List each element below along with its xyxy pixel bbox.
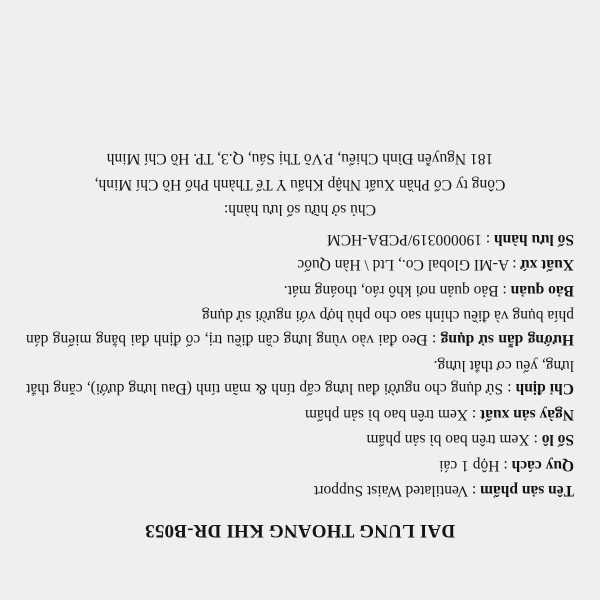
field-value: Ventilated Waist Support <box>313 482 469 500</box>
spacer <box>26 221 574 225</box>
field-label: Bảo quản <box>510 281 574 299</box>
field-row-product-name <box>26 479 574 503</box>
field-label: Ngày sản xuất <box>480 405 574 423</box>
field-row-instructions <box>26 304 574 351</box>
field-separator: : <box>512 256 517 274</box>
page-title: DAI LUNG THOANG KHI DR-B053 <box>144 520 456 541</box>
field-label: Số lô <box>541 431 574 449</box>
owner-line: Công ty Cổ Phần Xuất Nhập Khẩu Y Tế Thành Phố Hồ Chí Minh, <box>94 175 506 193</box>
field-separator: : <box>507 380 512 398</box>
field-value: Xem trên bao bì sản phẩm <box>304 405 469 423</box>
owner-line: 181 Nguyễn Đình Chiểu, P.Võ Thị Sáu, Q.3, TP. Hồ Chí Minh <box>106 150 494 168</box>
field-value: A-MI Global Co., Ltd \ Hàn Quốc <box>297 256 510 274</box>
field-value: Đeo đai vào vùng lưng cần điều trị, cố định đai bằng miếng dán phía bụng và điều chỉnh sao cho phù hợp với người sử dụng <box>25 307 574 348</box>
field-row-registration-number <box>26 227 574 251</box>
field-value: Bảo quản nơi khô ráo, thoáng mát. <box>283 281 499 299</box>
field-separator: : <box>471 405 477 423</box>
owner-heading: Chủ sở hữu số lưu hành: <box>223 201 377 219</box>
field-label: Xuất xứ <box>520 256 574 274</box>
field-separator: : <box>431 330 437 348</box>
field-row-indications <box>26 353 574 400</box>
field-row-origin <box>26 253 574 277</box>
field-row-manufacture-date <box>26 402 574 426</box>
field-label: Chỉ định <box>515 380 574 398</box>
field-value: Hộp 1 cái <box>439 456 500 474</box>
field-label: Số lưu hành <box>494 230 574 248</box>
registration-owner-block <box>26 147 574 222</box>
field-value: Sử dụng cho người đau lưng cấp tính & mãn tính (Đau lưng dưới), căng thắt lưng, yếu cơ thắt lưng. <box>26 356 574 398</box>
field-row-packaging <box>26 453 574 477</box>
field-label: Tên sản phẩm <box>480 482 574 500</box>
field-row-storage <box>26 278 574 302</box>
field-label: Quy cách <box>511 456 574 474</box>
field-separator: : <box>471 482 477 500</box>
field-separator: : <box>502 281 507 299</box>
field-value: Xem trên bao bì sản phẩm <box>366 431 530 449</box>
field-row-lot-number <box>26 428 574 452</box>
field-separator: : <box>533 431 538 449</box>
field-value: 190000319/PCBA-HCM <box>326 230 482 248</box>
field-separator: : <box>503 456 508 474</box>
field-label: Hướng dẫn sử dụng <box>440 330 574 348</box>
field-separator: : <box>485 230 491 248</box>
